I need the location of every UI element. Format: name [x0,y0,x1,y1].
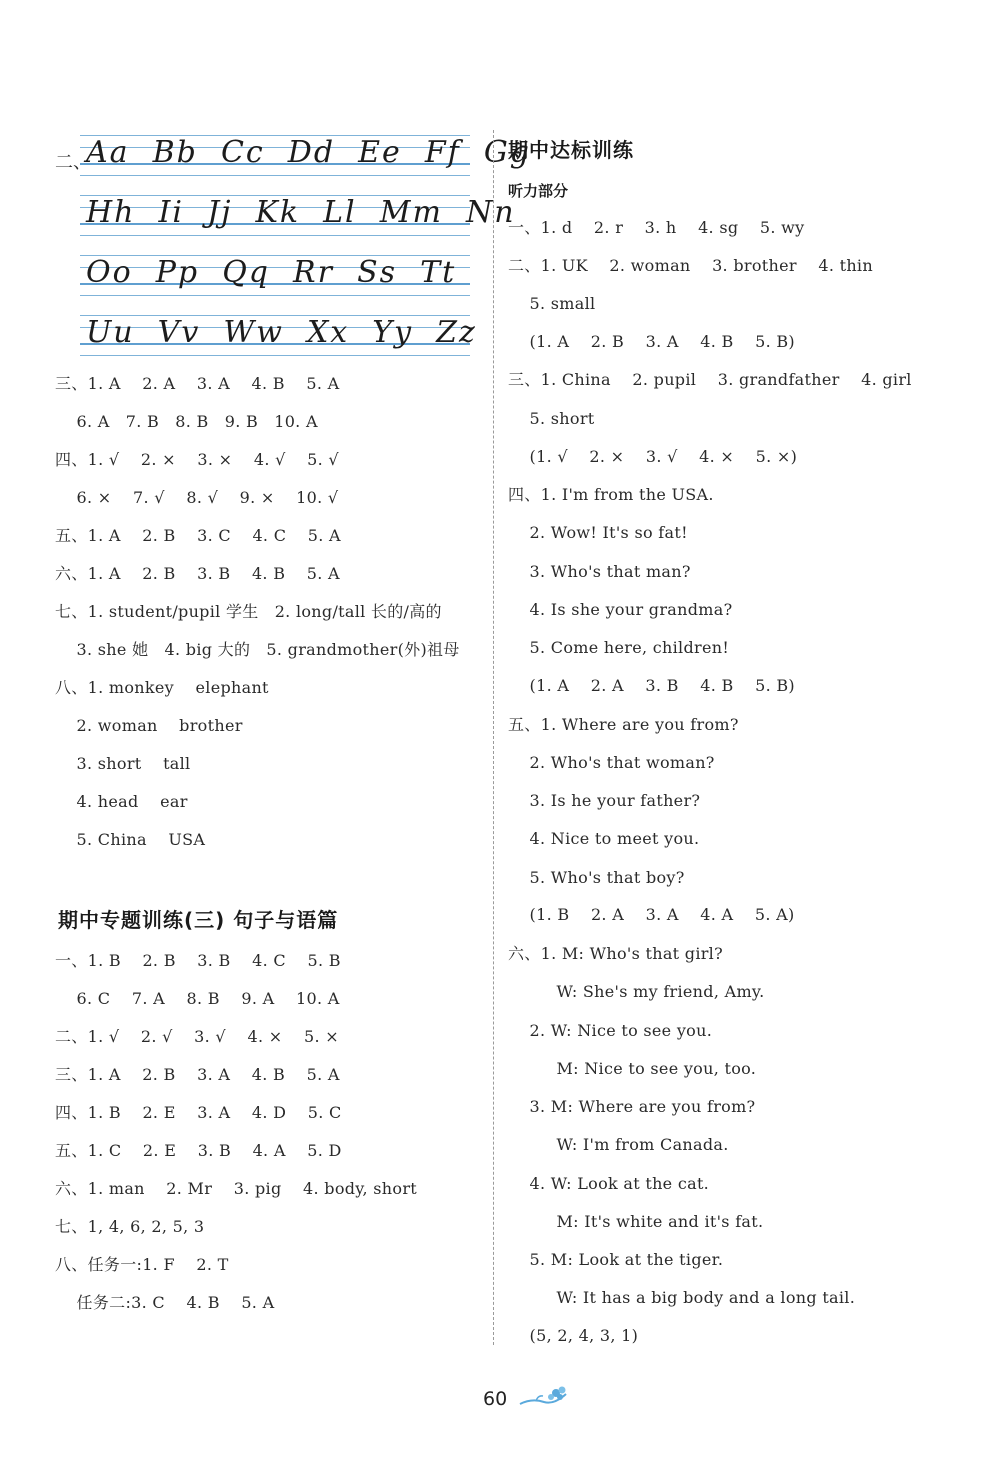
answer-line: 六、1. A 2. B 3. B 4. B 5. A [55,564,340,583]
answer-line: 3. M: Where are you from? [508,1097,756,1116]
answer-line: 六、1. M: Who's that girl? [508,944,723,963]
section-number: 二、 [55,152,91,173]
answer-line: 6. C 7. A 8. B 9. A 10. A [55,989,340,1008]
answer-line: 3. Is he your father? [508,791,701,810]
answer-line: M: It's white and it's fat. [508,1212,764,1231]
column-divider [493,130,494,1345]
handwriting-row: Aa Bb Cc Dd Ee Ff Gg [80,135,470,177]
answer-line: 2. Who's that woman? [508,753,715,772]
answer-line: 5. Come here, children! [508,638,730,657]
answer-line: 七、1. student/pupil 学生 2. long/tall 长的/高的 [55,602,442,621]
handwriting-row: Hh Ii Jj Kk Ll Mm Nn [80,195,470,237]
answer-line: 三、1. China 2. pupil 3. grandfather 4. girl [508,370,912,389]
answer-line: 五、1. A 2. B 3. C 4. C 5. A [55,526,341,545]
answer-line: (5, 2, 4, 3, 1) [508,1326,639,1345]
answer-line: 任务二:3. C 4. B 5. A [55,1293,275,1312]
answer-line: 4. Nice to meet you. [508,829,700,848]
answer-line: 六、1. man 2. Mr 3. pig 4. body, short [55,1179,418,1198]
answer-line: 5. M: Look at the tiger. [508,1250,724,1269]
answer-line: (1. B 2. A 3. A 4. A 5. A) [508,905,795,924]
answer-line: 2. woman brother [55,716,243,735]
page-number: 60 [483,1388,508,1410]
answer-line: 6. × 7. √ 8. √ 9. × 10. √ [55,488,339,507]
answer-line: W: I'm from Canada. [508,1135,729,1154]
answer-line: 二、1. √ 2. √ 3. √ 4. × 5. × [55,1027,339,1046]
answer-line: 5. short [508,409,595,428]
answer-line: (1. √ 2. × 3. √ 4. × 5. ×) [508,447,798,466]
answer-line: 四、1. √ 2. × 3. × 4. √ 5. √ [55,450,339,469]
answer-line: 5. Who's that boy? [508,868,685,887]
answer-line: (1. A 2. A 3. B 4. B 5. B) [508,676,795,695]
answer-line: 八、1. monkey elephant [55,678,269,697]
answer-line: 4. Is she your grandma? [508,600,733,619]
section-subtitle: 听力部分 [508,182,569,200]
answer-line: 3. she 她 4. big 大的 5. grandmother(外)祖母 [55,640,460,659]
answer-line: 四、1. I'm from the USA. [508,485,714,504]
answer-line: 五、1. C 2. E 3. B 4. A 5. D [55,1141,342,1160]
answer-line: 4. W: Look at the cat. [508,1174,710,1193]
answer-line: W: It has a big body and a long tail. [508,1288,856,1307]
answer-line: 一、1. d 2. r 3. h 4. sg 5. wy [508,218,805,237]
answer-line: (1. A 2. B 3. A 4. B 5. B) [508,332,795,351]
handwriting-row: Oo Pp Qq Rr Ss Tt [80,255,470,297]
answer-line: 5. small [508,294,596,313]
handwriting-row: Uu Vv Ww Xx Yy Zz [80,315,470,357]
answer-line: 二、1. UK 2. woman 3. brother 4. thin [508,256,873,275]
answer-line: 6. A 7. B 8. B 9. B 10. A [55,412,318,431]
answer-line: 五、1. Where are you from? [508,715,739,734]
answer-line: 七、1, 4, 6, 2, 5, 3 [55,1217,205,1236]
section-title: 期中达标训练 [508,138,634,162]
answer-line: 3. short tall [55,754,191,773]
section-title: 期中专题训练(三) 句子与语篇 [58,908,339,932]
answer-line: 四、1. B 2. E 3. A 4. D 5. C [55,1103,342,1122]
answer-line: 2. W: Nice to see you. [508,1021,713,1040]
answer-line: 5. China USA [55,830,206,849]
answer-line: 3. Who's that man? [508,562,691,581]
answer-line: 一、1. B 2. B 3. B 4. C 5. B [55,951,341,970]
flower-ornament-icon [518,1384,570,1412]
answer-line: 4. head ear [55,792,188,811]
answer-line: 三、1. A 2. B 3. A 4. B 5. A [55,1065,340,1084]
answer-line: 八、任务一:1. F 2. T [55,1255,229,1274]
answer-line: W: She's my friend, Amy. [508,982,765,1001]
answer-line: 2. Wow! It's so fat! [508,523,688,542]
answer-line: 三、1. A 2. A 3. A 4. B 5. A [55,374,340,393]
answer-line: M: Nice to see you, too. [508,1059,757,1078]
